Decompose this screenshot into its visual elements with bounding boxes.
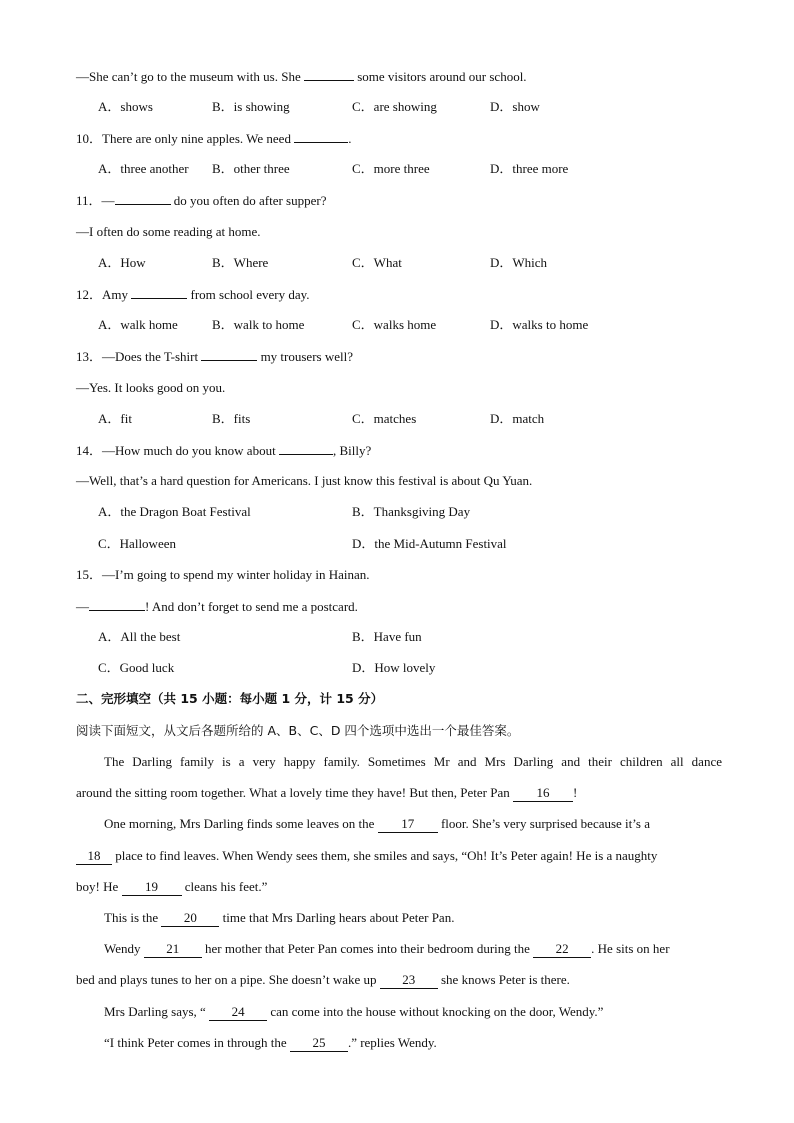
passage-text: can come into the house without knocking on the door, Wendy.”	[270, 1004, 604, 1019]
option-b[interactable]: B．Thanksgiving Day	[352, 504, 471, 519]
passage-text: her mother that Peter Pan comes into their bedroom during the	[205, 941, 530, 956]
option-d[interactable]: D．walks to home	[490, 317, 589, 332]
option-c[interactable]: C．Good luck	[98, 660, 175, 675]
option-a[interactable]: A．shows	[98, 99, 153, 114]
blank-22[interactable]: 22	[533, 941, 591, 958]
section-instruction: 阅读下面短文，从文后各题所给的 A、B、C、D 四个选项中选出一个最佳答案。	[76, 723, 520, 738]
option-a[interactable]: A．fit	[98, 411, 132, 426]
question-14-stem	[76, 440, 722, 460]
blank-19[interactable]: 19	[122, 879, 182, 896]
question-14-options-row1	[76, 502, 722, 522]
question-13-options	[76, 409, 722, 429]
stem-text: from school every day.	[190, 287, 310, 302]
passage-text: .” replies Wendy.	[347, 1035, 437, 1050]
answer-blank[interactable]	[89, 596, 145, 611]
option-d[interactable]: D．the Mid-Autumn Festival	[352, 536, 507, 551]
stem-text: —She can’t go to the museum with us. She	[76, 69, 301, 84]
stem-text: .	[348, 131, 352, 146]
question-9-options	[76, 97, 722, 117]
stem-text: , Billy?	[332, 443, 372, 458]
passage-text: around the sitting room together. What a lovely time they have! But then, Peter Pan	[76, 785, 510, 800]
stem-text: 11．—	[76, 193, 115, 208]
question-14-options-row2	[76, 534, 722, 554]
option-b[interactable]: B．other three	[212, 161, 290, 176]
passage-text: This is the	[104, 910, 159, 925]
stem-text: 12．Amy	[76, 287, 129, 302]
question-10-stem	[76, 128, 722, 148]
passage-text: Mrs Darling says, “	[104, 1004, 206, 1019]
option-b[interactable]: B．is showing	[212, 99, 290, 114]
question-15-stem: 15．—I’m going to spend my winter holiday in Hainan.	[76, 567, 370, 582]
passage-text: “I think Peter comes in through the	[104, 1035, 287, 1050]
passage-text: cleans his feet.”	[184, 879, 268, 894]
answer-blank[interactable]	[201, 346, 257, 361]
section-title: 二、完形填空（共 15 小题：每小题 1 分，计 15 分）	[76, 691, 384, 706]
passage-p5	[76, 1002, 722, 1022]
option-c[interactable]: C．walks home	[352, 317, 437, 332]
passage-text: boy! He	[76, 879, 119, 894]
passage-text: !	[572, 785, 578, 800]
answer-blank[interactable]	[294, 128, 348, 143]
passage-p4-line1	[76, 939, 722, 959]
passage-p2-line1	[76, 814, 722, 834]
blank-24[interactable]: 24	[209, 1004, 267, 1021]
passage-text: floor. She’s very surprised because it’s a	[440, 816, 650, 831]
stem-text: my trousers well?	[260, 349, 353, 364]
question-15-options-row2	[76, 658, 722, 678]
question-11-reply: —I often do some reading at home.	[76, 224, 261, 239]
stem-text: do you often do after supper?	[173, 193, 327, 208]
answer-blank[interactable]	[131, 284, 187, 299]
stem-text: ! And don’t forget to send me a postcard.	[145, 599, 358, 614]
blank-25[interactable]: 25	[290, 1035, 348, 1052]
passage-p6	[76, 1033, 722, 1053]
question-15-reply	[76, 596, 722, 616]
option-d[interactable]: D．three more	[490, 161, 569, 176]
passage-p3	[76, 908, 722, 928]
question-13-stem	[76, 346, 722, 366]
option-d[interactable]: D．match	[490, 411, 545, 426]
passage-p1-line2	[76, 783, 722, 803]
blank-16[interactable]: 16	[513, 785, 573, 802]
option-b[interactable]: B．fits	[212, 411, 251, 426]
question-11-options	[76, 253, 722, 273]
blank-23[interactable]: 23	[380, 972, 438, 989]
blank-20[interactable]: 20	[161, 910, 219, 927]
passage-text: place to find leaves. When Wendy sees them, she smiles and says, “Oh! It’s Peter again! He is a naughty	[115, 848, 658, 863]
stem-text: 14．—How much do you know about	[76, 443, 276, 458]
option-c[interactable]: C．more three	[352, 161, 430, 176]
option-b[interactable]: B．Have fun	[352, 629, 422, 644]
passage-text: Wendy	[104, 941, 141, 956]
option-d[interactable]: D．Which	[490, 255, 548, 270]
option-c[interactable]: C．Halloween	[98, 536, 176, 551]
option-c[interactable]: C．are showing	[352, 99, 437, 114]
stem-text: some visitors around our school.	[357, 69, 527, 84]
blank-21[interactable]: 21	[144, 941, 202, 958]
passage-p4-line2	[76, 970, 722, 990]
option-a[interactable]: A．All the best	[98, 629, 181, 644]
question-12-stem	[76, 284, 722, 304]
answer-blank[interactable]	[115, 190, 171, 205]
question-12-options	[76, 315, 722, 335]
question-14-reply: —Well, that’s a hard question for Americans. I just know this festival is about Qu Yuan.	[76, 473, 533, 488]
option-d[interactable]: D．How lovely	[352, 660, 436, 675]
answer-blank[interactable]	[304, 66, 354, 81]
passage-text: . He sits on her	[591, 941, 670, 956]
passage-text: One morning, Mrs Darling finds some leaves on the	[104, 816, 375, 831]
option-a[interactable]: A．walk home	[98, 317, 178, 332]
question-9-stem	[76, 66, 722, 86]
blank-17[interactable]: 17	[378, 816, 438, 833]
passage-text: time that Mrs Darling hears about Peter Pan.	[222, 910, 455, 925]
question-11-stem	[76, 190, 722, 210]
option-d[interactable]: D．show	[490, 99, 540, 114]
option-c[interactable]: C．What	[352, 255, 402, 270]
option-a[interactable]: A．three another	[98, 161, 189, 176]
stem-text: 10．There are only nine apples. We need	[76, 131, 291, 146]
passage-p1-line1: The Darling family is a very happy family. Sometimes Mr and Mrs Darling and their children all dance	[104, 754, 722, 769]
passage-p2-line3	[76, 877, 722, 897]
passage-text: she knows Peter is there.	[441, 972, 570, 987]
option-b[interactable]: B．walk to home	[212, 317, 305, 332]
option-a[interactable]: A．the Dragon Boat Festival	[98, 504, 251, 519]
question-13-reply: —Yes. It looks good on you.	[76, 380, 226, 395]
passage-text: bed and plays tunes to her on a pipe. She doesn’t wake up	[76, 972, 377, 987]
option-b[interactable]: B．Where	[212, 255, 269, 270]
stem-text: —	[76, 599, 89, 614]
question-15-options-row1	[76, 627, 722, 647]
question-10-options	[76, 159, 722, 179]
option-c[interactable]: C．matches	[352, 411, 417, 426]
passage-p2-line2	[76, 846, 722, 866]
stem-text: 13．—Does the T-shirt	[76, 349, 199, 364]
option-a[interactable]: A．How	[98, 255, 146, 270]
blank-18[interactable]: 18	[76, 848, 112, 865]
answer-blank[interactable]	[279, 440, 333, 455]
